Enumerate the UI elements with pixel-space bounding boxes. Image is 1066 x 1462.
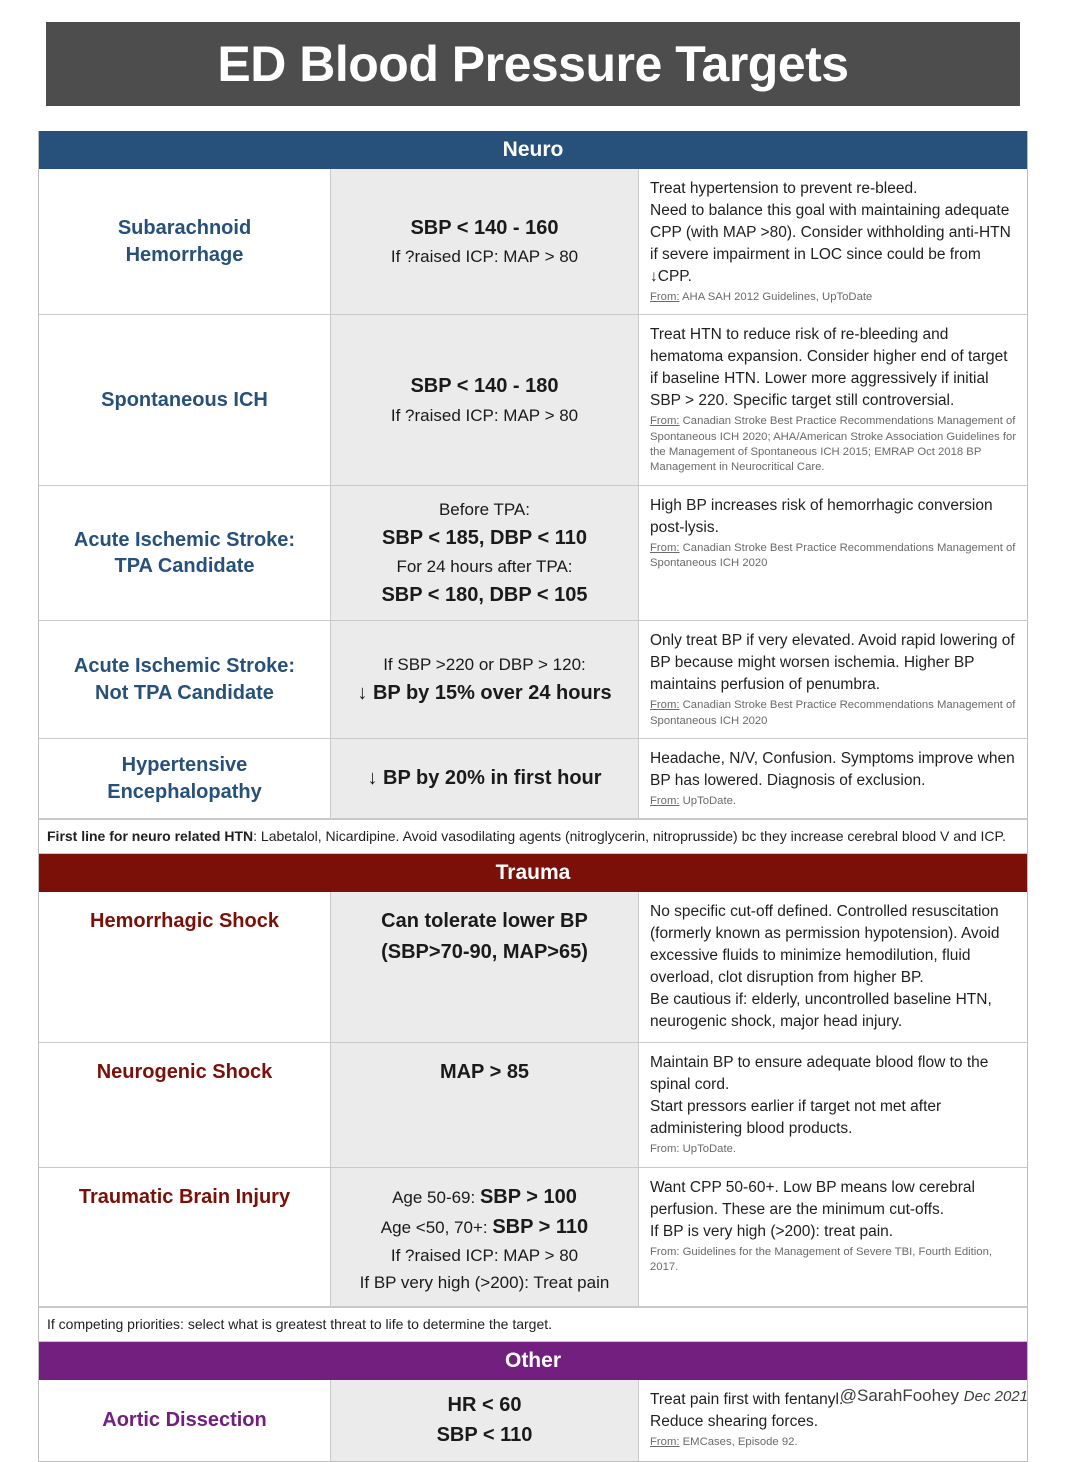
target-value bbox=[437, 1390, 533, 1451]
condition-label-line1: Acute Ischemic Stroke: bbox=[73, 655, 296, 678]
condition-label bbox=[107, 752, 261, 805]
source-text bbox=[650, 1142, 1017, 1157]
condition-label-line1: Subarachnoid bbox=[117, 217, 252, 240]
source-body: Canadian Stroke Best Practice Recommendations Management of Spontaneous ICH 2020 bbox=[650, 541, 1016, 570]
target-line-primary: SBP < 140 - 160 bbox=[410, 217, 559, 240]
target-line-secondary: If ?raised ICP: MAP > 80 bbox=[390, 247, 579, 267]
condition-label bbox=[74, 653, 295, 706]
target-tbi-value-2: SBP > 110 bbox=[492, 1215, 589, 1238]
target-value bbox=[357, 651, 611, 708]
table-row bbox=[39, 169, 1027, 315]
target-line-primary: MAP > 85 bbox=[439, 1061, 530, 1084]
source-prefix: From: bbox=[650, 291, 680, 303]
condition-cell bbox=[39, 1043, 331, 1166]
section-header-other bbox=[39, 1342, 1027, 1380]
condition-label: Neurogenic Shock bbox=[96, 1061, 273, 1084]
condition-label-line2: Encephalopathy bbox=[107, 780, 262, 803]
source-prefix: From: bbox=[650, 1143, 680, 1156]
notes-text: Want CPP 50-60+. Low BP means low cerebral perfusion. These are the minimum cut-offs. If BP is very high (>200): treat pain. bbox=[650, 1178, 975, 1240]
notes-text: Treat pain first with fentanyl. Reduce shearing forces. bbox=[650, 1390, 844, 1430]
condition-cell bbox=[39, 1380, 331, 1461]
target-cell bbox=[331, 892, 639, 1042]
source-text bbox=[650, 698, 1017, 729]
target-cell bbox=[331, 739, 639, 818]
target-value bbox=[360, 1182, 610, 1296]
target-value bbox=[381, 906, 588, 967]
trauma-footnote bbox=[39, 1307, 1027, 1342]
condition-cell bbox=[39, 315, 331, 484]
source-body: UpToDate. bbox=[679, 794, 737, 807]
source-prefix: From: bbox=[650, 1245, 680, 1258]
source-text bbox=[650, 290, 1017, 305]
source-body: Canadian Stroke Best Practice Recommendations Management of Spontaneous ICH 2020 bbox=[650, 699, 1016, 727]
target-cell bbox=[331, 169, 639, 314]
target-value bbox=[391, 371, 578, 428]
target-cell bbox=[331, 315, 639, 484]
source-prefix: From: bbox=[650, 794, 680, 807]
notes-text: Treat hypertension to prevent re-bleed. Need to balance this goal with maintaining adequate CPP (with MAP >80). Consider withholding anti-HTN if severe impairment in LOC since could be from ↓CPP. bbox=[650, 180, 1011, 285]
condition-label bbox=[118, 215, 251, 268]
table-row bbox=[39, 486, 1027, 621]
section-header-other-label: Other bbox=[504, 1348, 561, 1372]
condition-label bbox=[74, 527, 295, 580]
source-body: UpToDate. bbox=[679, 1143, 737, 1156]
source-body: AHA SAH 2012 Guidelines, UpToDate bbox=[679, 291, 873, 303]
condition-cell bbox=[39, 486, 331, 620]
source-text bbox=[650, 1245, 1017, 1276]
target-line-primary: ↓ BP by 15% over 24 hours bbox=[357, 681, 612, 704]
trauma-footnote-rest: If competing priorities: select what is greatest threat to life to determine the target. bbox=[47, 1316, 553, 1332]
target-tbi-icp: If ?raised ICP: MAP > 80 bbox=[390, 1246, 579, 1266]
target-value bbox=[367, 763, 601, 793]
notes-cell bbox=[639, 621, 1027, 738]
condition-label: Traumatic Brain Injury bbox=[78, 1185, 291, 1208]
target-line-primary: Can tolerate lower BP bbox=[381, 910, 588, 933]
author-handle: @SarahFoohey bbox=[839, 1386, 960, 1405]
source-body: Guidelines for the Management of Severe TBI, Fourth Edition, 2017. bbox=[650, 1245, 993, 1273]
condition-label: Hemorrhagic Shock bbox=[90, 910, 279, 933]
target-cell bbox=[331, 621, 639, 738]
target-line-secondary: If SBP >220 or DBP > 120: bbox=[383, 654, 586, 674]
condition-label: Spontaneous ICH bbox=[101, 388, 268, 411]
page-title-bar bbox=[46, 22, 1020, 106]
source-text bbox=[650, 794, 1017, 809]
condition-cell bbox=[39, 621, 331, 738]
table-row bbox=[39, 739, 1027, 819]
source-prefix: From: bbox=[650, 699, 680, 712]
target-line-secondary: SBP < 110 bbox=[436, 1424, 533, 1447]
source-text bbox=[650, 414, 1017, 475]
neuro-footnote-bold: First line for neuro related HTN bbox=[47, 828, 254, 845]
table-row bbox=[39, 892, 1027, 1043]
notes-cell bbox=[639, 739, 1027, 818]
section-header-neuro bbox=[39, 131, 1027, 169]
target-tbi-age-1: Age 50-69: bbox=[392, 1187, 480, 1207]
table-row bbox=[39, 1168, 1027, 1307]
table-row bbox=[39, 315, 1027, 485]
notes-text: Treat HTN to reduce risk of re-bleeding and hematoma expansion. Consider higher end of target if baseline HTN. Lower more aggressively if initial SBP > 220. Specific target still controversial. bbox=[650, 326, 1008, 410]
table-row bbox=[39, 1043, 1027, 1167]
bp-targets-table bbox=[38, 131, 1028, 1462]
notes-cell bbox=[639, 315, 1027, 484]
target-line-secondary: If ?raised ICP: MAP > 80 bbox=[390, 405, 579, 425]
condition-cell bbox=[39, 892, 331, 1042]
target-value bbox=[440, 1057, 529, 1087]
notes-text: Headache, N/V, Confusion. Symptoms improve when BP has lowered. Diagnosis of exclusion. bbox=[650, 749, 1015, 789]
condition-label-line1: Hypertensive bbox=[121, 754, 248, 777]
condition-cell bbox=[39, 739, 331, 818]
notes-cell bbox=[639, 486, 1027, 620]
notes-cell bbox=[639, 169, 1027, 314]
source-body: Canadian Stroke Best Practice Recommendations Management of Spontaneous ICH 2020; AHA/American Stroke Association Guidelines for the Management of Spontaneous ICH 2015; EMRAP Oct 2018 BP Management in Neurocritical Care. bbox=[650, 415, 1017, 474]
notes-text: High BP increases risk of hemorrhagic conversion post-lysis. bbox=[650, 496, 993, 536]
target-line-primary: HR < 60 bbox=[447, 1393, 522, 1416]
notes-text: Maintain BP to ensure adequate blood flow to the spinal cord. Start pressors earlier if target not met after administering blood products. bbox=[650, 1054, 989, 1138]
notes-cell bbox=[639, 1168, 1027, 1306]
condition-label: Aortic Dissection bbox=[102, 1409, 267, 1432]
source-prefix: From: bbox=[650, 541, 680, 554]
condition-label-line2: TPA Candidate bbox=[114, 555, 255, 578]
page-title: ED Blood Pressure Targets bbox=[217, 36, 849, 92]
neuro-footnote-rest: : Labetalol, Nicardipine. Avoid vasodilating agents (nitroglycerin, nitroprusside) bc they increase cerebral blood V and ICP. bbox=[253, 828, 1006, 845]
source-text bbox=[650, 541, 1017, 572]
target-line-primary: SBP < 140 - 180 bbox=[410, 375, 559, 398]
source-prefix: From: bbox=[650, 1435, 680, 1448]
notes-cell bbox=[639, 892, 1027, 1042]
footer-credit bbox=[840, 1386, 1028, 1406]
condition-cell bbox=[39, 1168, 331, 1306]
target-value-2: SBP < 180, DBP < 105 bbox=[381, 583, 588, 606]
target-cell bbox=[331, 486, 639, 620]
target-value bbox=[381, 496, 587, 610]
section-header-trauma-label: Trauma bbox=[495, 861, 571, 885]
notes-text: Only treat BP if very elevated. Avoid rapid lowering of BP because might worsen ischemia. Higher BP maintains perfusion of penumbra. bbox=[650, 632, 1015, 694]
section-header-trauma bbox=[39, 854, 1027, 892]
target-tbi-value-1: SBP > 100 bbox=[479, 1185, 577, 1208]
target-tbi-age-2: Age <50, 70+: bbox=[380, 1217, 493, 1237]
condition-label-line2: Not TPA Candidate bbox=[95, 681, 274, 704]
section-header-neuro-label: Neuro bbox=[502, 138, 564, 161]
condition-cell bbox=[39, 169, 331, 314]
target-cell bbox=[331, 1168, 639, 1306]
target-value-1: SBP < 185, DBP < 110 bbox=[382, 526, 587, 549]
target-sub-label-2: For 24 hours after TPA: bbox=[396, 557, 573, 577]
source-prefix: From: bbox=[650, 415, 680, 428]
target-cell bbox=[331, 1043, 639, 1166]
source-text bbox=[650, 1435, 1017, 1450]
publish-date: Dec 2021 bbox=[963, 1388, 1028, 1405]
notes-text: No specific cut-off defined. Controlled resuscitation (formerly known as permission hypotension). Avoid excessive fluids to minimize hemodilution, fluid overload, clot disruption from higher BP. Be cautious if: elderly, uncontrolled baseline HTN, neurogenic shock, major head injury. bbox=[650, 903, 1000, 1031]
target-line-primary: ↓ BP by 20% in first hour bbox=[367, 767, 602, 790]
table-row bbox=[39, 621, 1027, 739]
source-body: EMCases, Episode 92. bbox=[679, 1435, 798, 1448]
target-sub-label-1: Before TPA: bbox=[438, 499, 530, 519]
target-tbi-pain: If BP very high (>200): Treat pain bbox=[359, 1273, 610, 1293]
target-cell bbox=[331, 1380, 639, 1461]
target-line-secondary: (SBP>70-90, MAP>65) bbox=[381, 940, 588, 963]
condition-label-line1: Acute Ischemic Stroke: bbox=[73, 528, 296, 551]
target-value bbox=[391, 213, 578, 270]
notes-cell bbox=[639, 1043, 1027, 1166]
neuro-footnote bbox=[39, 819, 1027, 854]
condition-label-line2: Hemorrhage bbox=[125, 243, 244, 266]
